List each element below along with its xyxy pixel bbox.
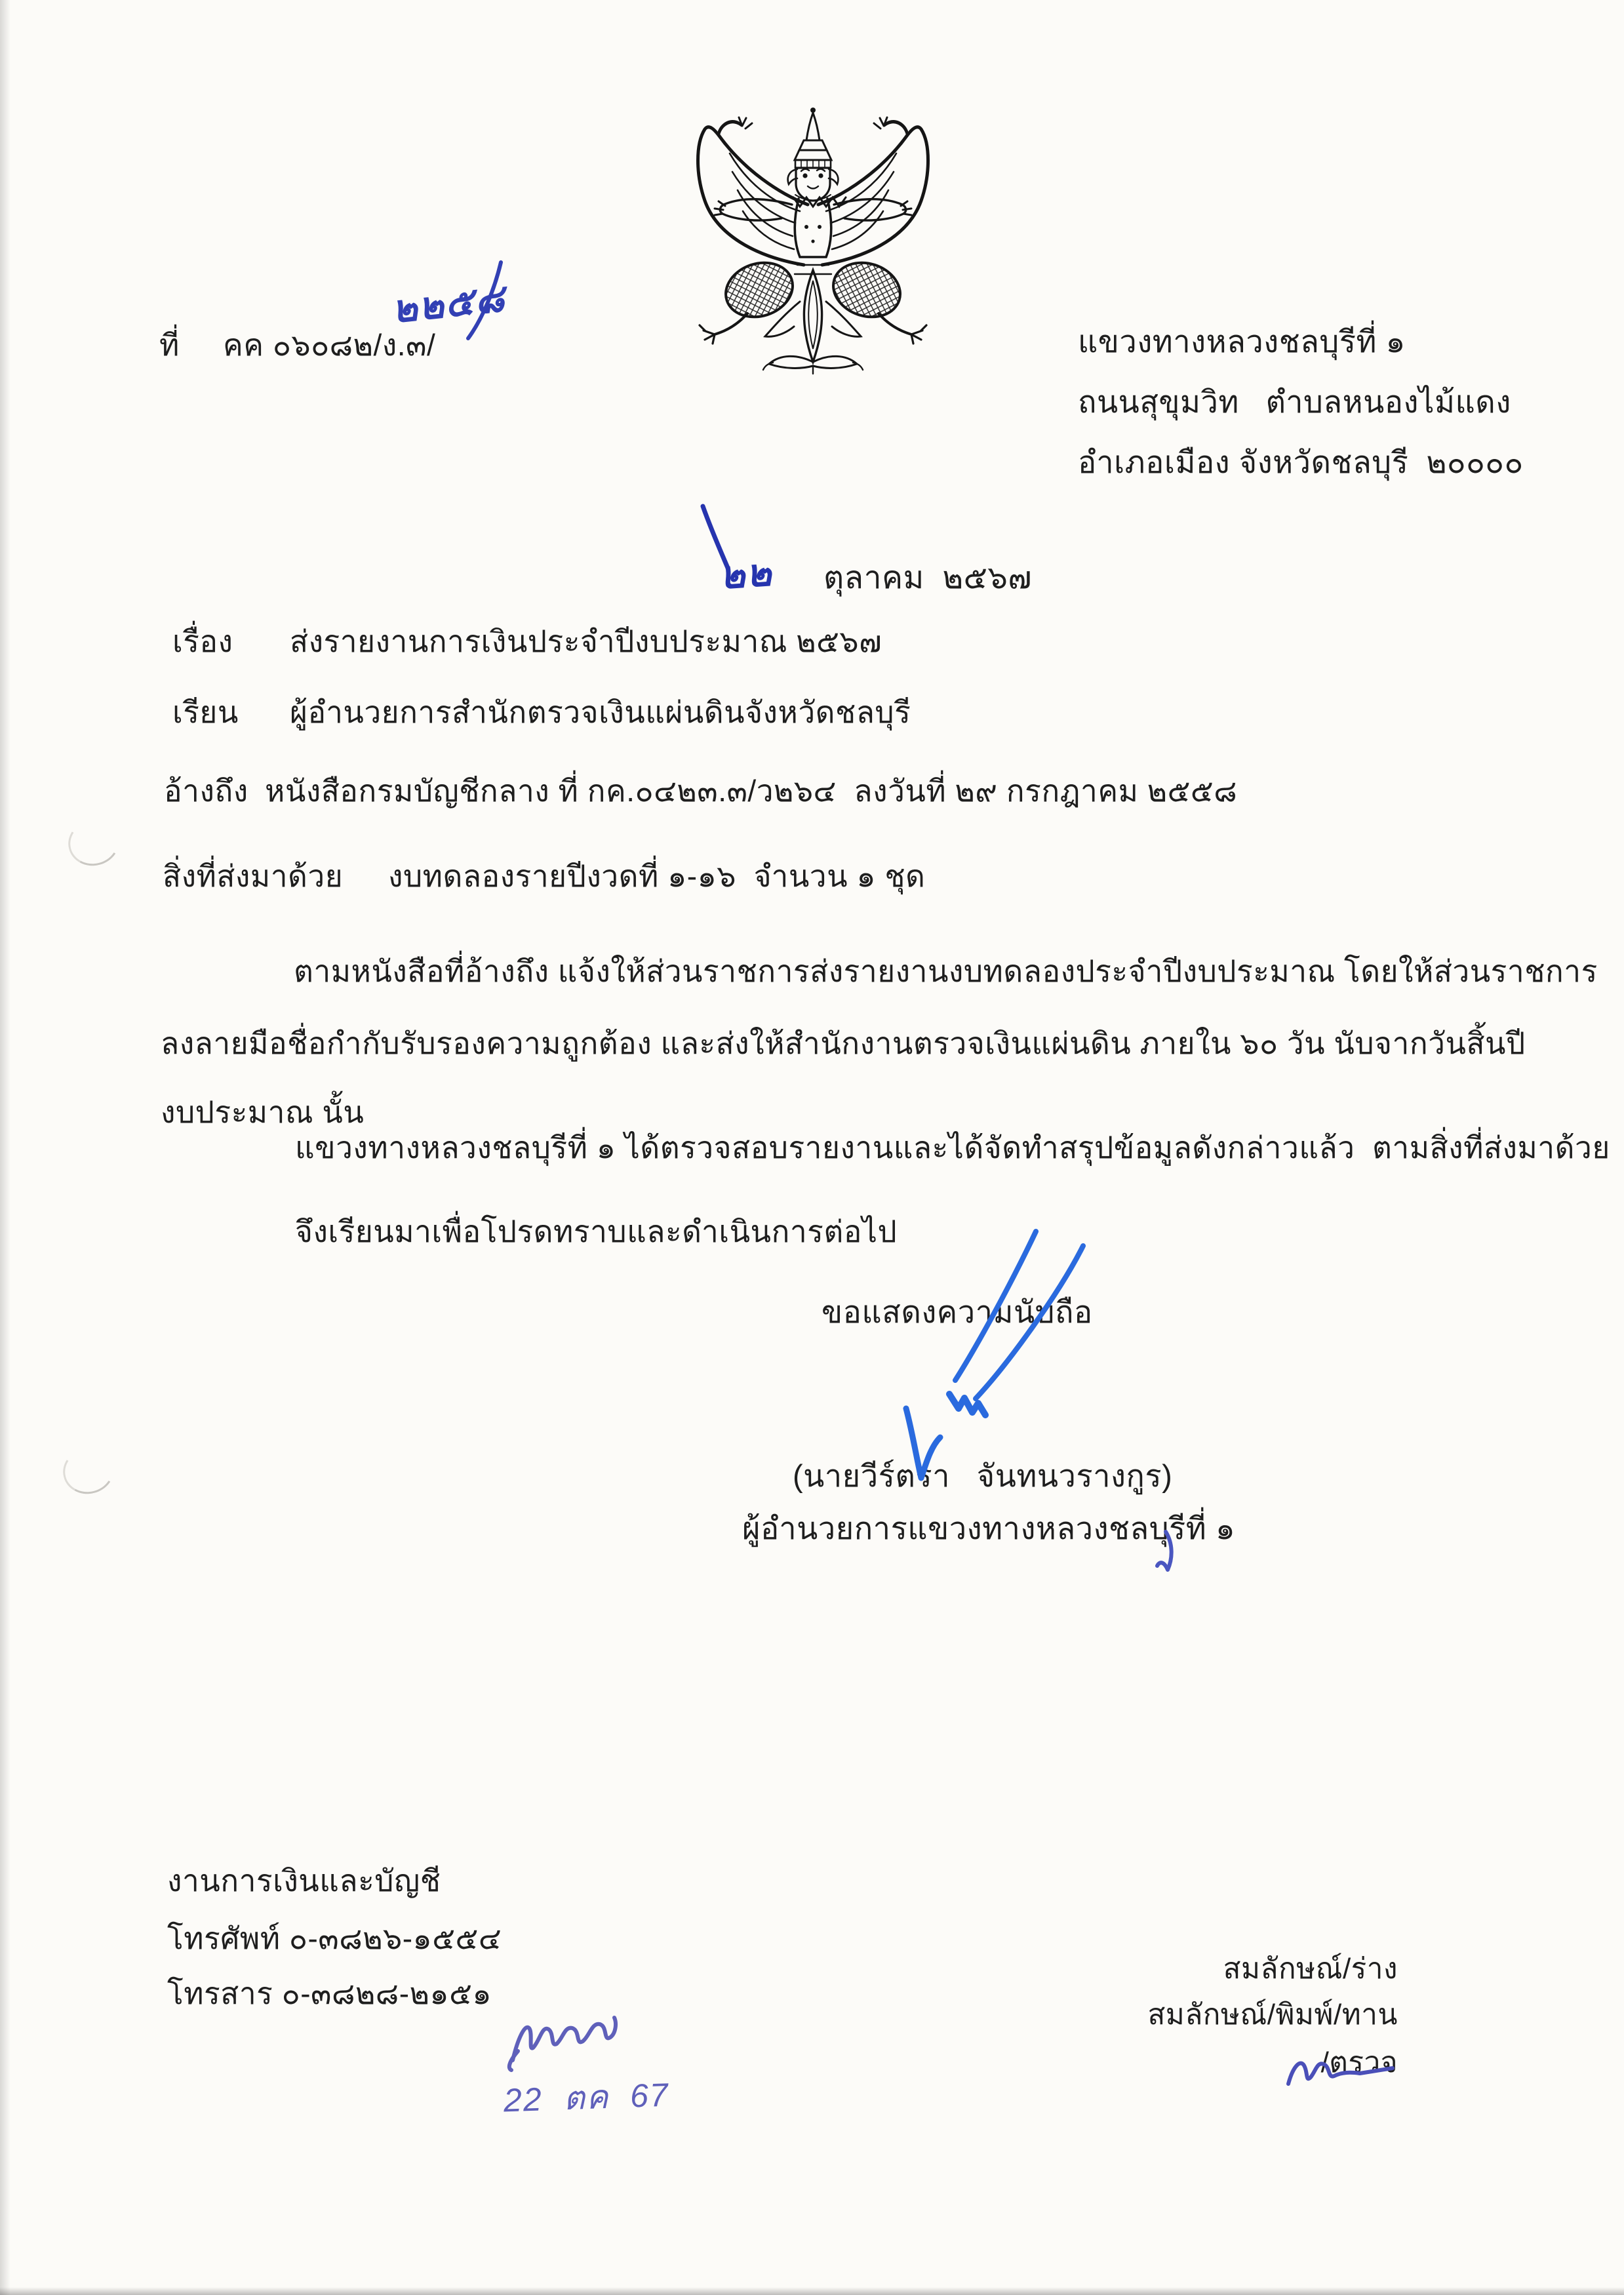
fax-number: ๐-๓๘๒๘-๒๑๕๑ [281,1976,492,2010]
body-paragraph-2: แขวงทางหลวงชลบุรีที่ ๑ ได้ตรวจสอบรายงานและได้จัดทำสรุปข้อมูลดังกล่าวแล้ว ตามสิ่งที่ส่งมาด้วย [295,1130,1610,1165]
body-paragraph-3: จึงเรียนมาเพื่อโปรดทราบและดำเนินการต่อไป [295,1214,898,1248]
sender-line-2: ถนนสุขุมวิท ตำบลหนองไม้แดง [1078,384,1511,419]
reference-label: อ้างถึง [164,774,248,808]
to-text: ผู้อำนวยการสำนักตรวจเงินแผ่นดินจังหวัดชลบุรี [290,695,911,729]
director-signature-ink [906,1231,1083,1478]
signer-title: ผู้อำนวยการแขวงทางหลวงชลบุรีที่ ๑ [742,1511,1236,1546]
footer-department: งานการเงินและบัญชี [167,1864,441,1898]
closing-salutation: ขอแสดงความนับถือ [822,1294,1093,1329]
reference-text: หนังสือกรมบัญชีกลาง ที่ กค.๐๔๒๓.๓/ว๒๖๔ ลงวันที่ ๒๙ กรกฎาคม ๒๕๕๘ [265,774,1238,808]
signer-name: (นายวีร์ตรา จันทนวรางกูร) [793,1458,1173,1493]
body-paragraph-1-line-1: ตามหนังสือที่อ้างถึง แจ้งให้ส่วนราชการส่งรายงานงบทดลองประจำปีงบประมาณ โดยให้ส่วนราชการ [294,954,1598,988]
enclosure-text: งบทดลองรายปีงวดที่ ๑-๑๖ จำนวน ๑ ชุด [388,859,926,893]
phone-number: ๐-๓๘๒๖-๑๕๕๔ [288,1921,502,1955]
sender-line-1: แขวงทางหลวงชลบุรีที่ ๑ [1078,324,1406,359]
garuda-emblem [682,105,944,380]
ref-label: ที่ [159,328,180,362]
typed-credit: สมลักษณ์/พิมพ์/ทาน [1147,1999,1398,2031]
ref-number-handwritten: ๒๒๕๘ [389,277,507,331]
subject-label: เรื่อง [172,624,233,658]
fax-label: โทรสาร [167,1976,273,2010]
date-month-year: ตุลาคม ๒๕๖๗ [823,561,1032,595]
body-paragraph-1-line-2: ลงลายมือชื่อกำกับรับรองความถูกต้อง และส่งให้สำนักงานตรวจเงินแผ่นดิน ภายใน ๖๐ วัน นับจากวันสิ้นปี [161,1026,1526,1060]
punch-hole-bottom [58,1443,119,1500]
phone-label: โทรศัพท์ [167,1921,281,1955]
footer-fax [167,1975,492,2013]
ref-number: คค ๐๖๐๘๒/ง.๓/ [223,328,436,362]
body-paragraph-1-line-3: งบประมาณ นั้น [161,1095,365,1129]
sender-line-3: อำเภอเมือง จังหวัดชลบุรี ๒๐๐๐๐ [1078,445,1524,479]
draft-credit: สมลักษณ์/ร่าง [1223,1953,1398,1985]
subject-text: ส่งรายงานการเงินประจำปีงบประมาณ ๒๕๖๗ [290,624,882,658]
footer-phone [167,1920,502,1958]
date-day-handwritten: ๒๒ [718,551,774,597]
clerk-signature-ink [509,2018,616,2070]
checked-credit: /ตรวจ [1320,2046,1398,2079]
to-label: เรียน [172,695,239,729]
clerk-date-handwritten: 22 ตค 67 [503,2076,670,2119]
punch-hole-top [64,814,125,871]
enclosure-label: สิ่งที่ส่งมาด้วย [163,859,344,893]
